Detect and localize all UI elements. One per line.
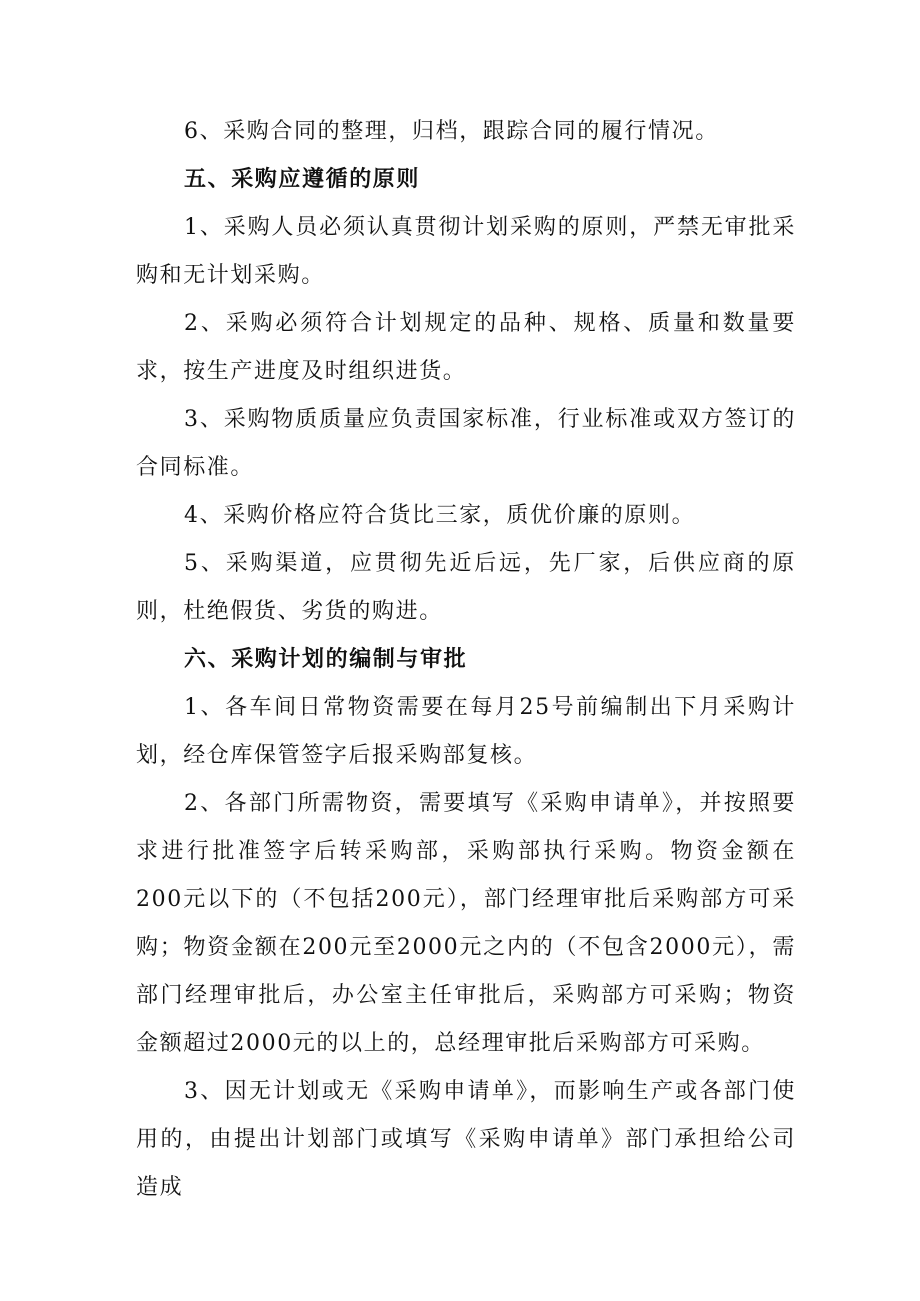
paragraph-plan-3: 3、因无计划或无《采购申请单》，而影响生产或各部门使用的，由提出计划部门或填写《采购申请单》部门承担给公司造成 (136, 1079, 796, 1200)
paragraph-plan-2: 2、各部门所需物资，需要填写《采购申请单》，并按照要求进行批准签字后转采购部，采购部执行采购。物资金额在200元以下的（不包括200元），部门经理审批后采购部方可采购；物资金额在200元至2000元之内的（不包含2000元），需部门经理审批后，办公室主任审批后，采购部方可采购；物资金额超过2000元的以上的，总经理审批后采购部方可采购。 (136, 791, 796, 1056)
section-heading-6: 六、采购计划的编制与审批 (184, 647, 468, 672)
paragraph-principle-3: 3、采购物质质量应负责国家标准，行业标准或双方签订的合同标准。 (136, 407, 796, 480)
paragraph-principle-2: 2、采购必须符合计划规定的品种、规格、质量和数量要求，按生产进度及时组织进货。 (136, 311, 796, 384)
document-body (136, 108, 796, 1212)
paragraph-principle-5: 5、采购渠道，应贯彻先近后远，先厂家，后供应商的原则，杜绝假货、劣货的购进。 (136, 551, 796, 624)
paragraph-plan-1: 1、各车间日常物资需要在每月25号前编制出下月采购计划，经仓库保管签字后报采购部复核。 (136, 695, 796, 768)
section-heading-5: 五、采购应遵循的原则 (184, 167, 421, 192)
paragraph-principle-1: 1、采购人员必须认真贯彻计划采购的原则，严禁无审批采购和无计划采购。 (136, 215, 796, 288)
paragraph-duty-6: 6、采购合同的整理，归档，跟踪合同的履行情况。 (184, 119, 719, 144)
paragraph-principle-4: 4、采购价格应符合货比三家，质优价廉的原则。 (184, 503, 696, 528)
